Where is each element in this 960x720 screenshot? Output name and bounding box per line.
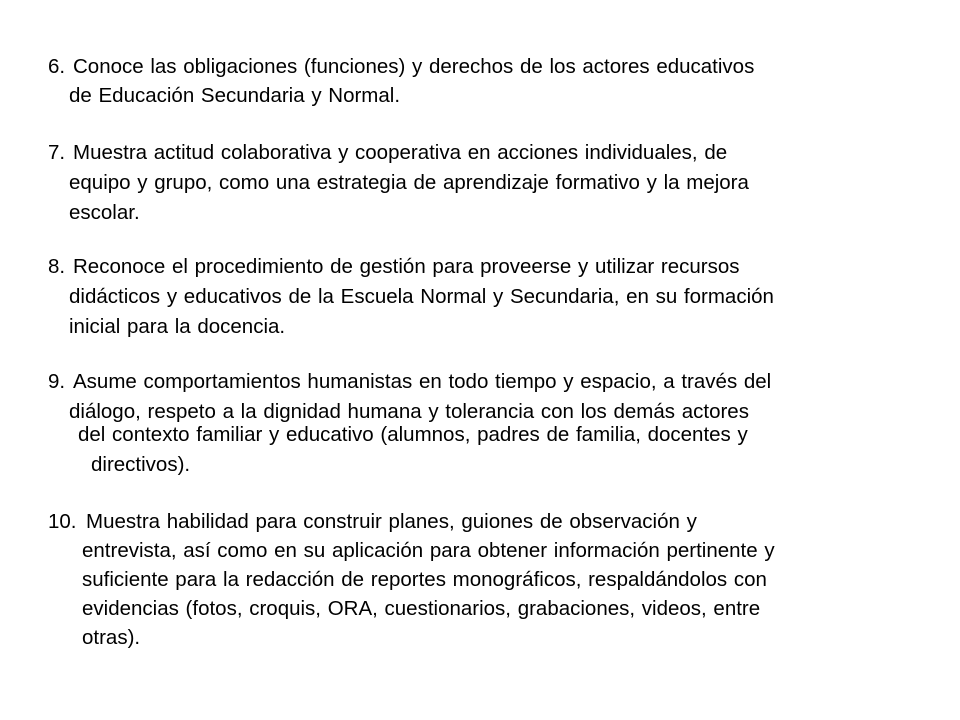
item-text-line: entrevista, así como en su aplicación para obtener información pertinente y (82, 539, 775, 562)
item-text-line: inicial para la docencia. (69, 315, 286, 338)
item-text-line: del contexto familiar y educativo (alumnos, padres de familia, docentes y (78, 423, 748, 446)
item-text-line: suficiente para la redacción de reportes monográficos, respaldándolos con (82, 568, 767, 591)
item-text-line: didácticos y educativos de la Escuela Normal y Secundaria, en su formación (69, 285, 774, 308)
item-text-line: Conoce las obligaciones (funciones) y derechos de los actores educativos (73, 55, 755, 78)
item-text-line: equipo y grupo, como una estrategia de aprendizaje formativo y la mejora (69, 171, 749, 194)
item-text-line: Asume comportamientos humanistas en todo tiempo y espacio, a través del (73, 370, 772, 393)
item-text-line: diálogo, respeto a la dignidad humana y tolerancia con los demás actores (69, 400, 749, 423)
item-text-line: otras). (82, 626, 141, 649)
item-number: 7. (48, 141, 66, 164)
item-text-line: evidencias (fotos, croquis, ORA, cuestionarios, grabaciones, videos, entre (82, 597, 761, 620)
item-number: 6. (48, 55, 66, 78)
item-text-line: escolar. (69, 201, 140, 224)
item-text-line: directivos). (91, 453, 191, 476)
item-text-line: Reconoce el procedimiento de gestión para proveerse y utilizar recursos (73, 255, 740, 278)
item-text-line: Muestra habilidad para construir planes, guiones de observación y (86, 510, 697, 533)
item-number: 9. (48, 370, 66, 393)
item-number: 8. (48, 255, 66, 278)
item-number: 10. (48, 510, 77, 533)
item-text-line: de Educación Secundaria y Normal. (69, 84, 401, 107)
item-text-line: Muestra actitud colaborativa y cooperativa en acciones individuales, de (73, 141, 728, 164)
